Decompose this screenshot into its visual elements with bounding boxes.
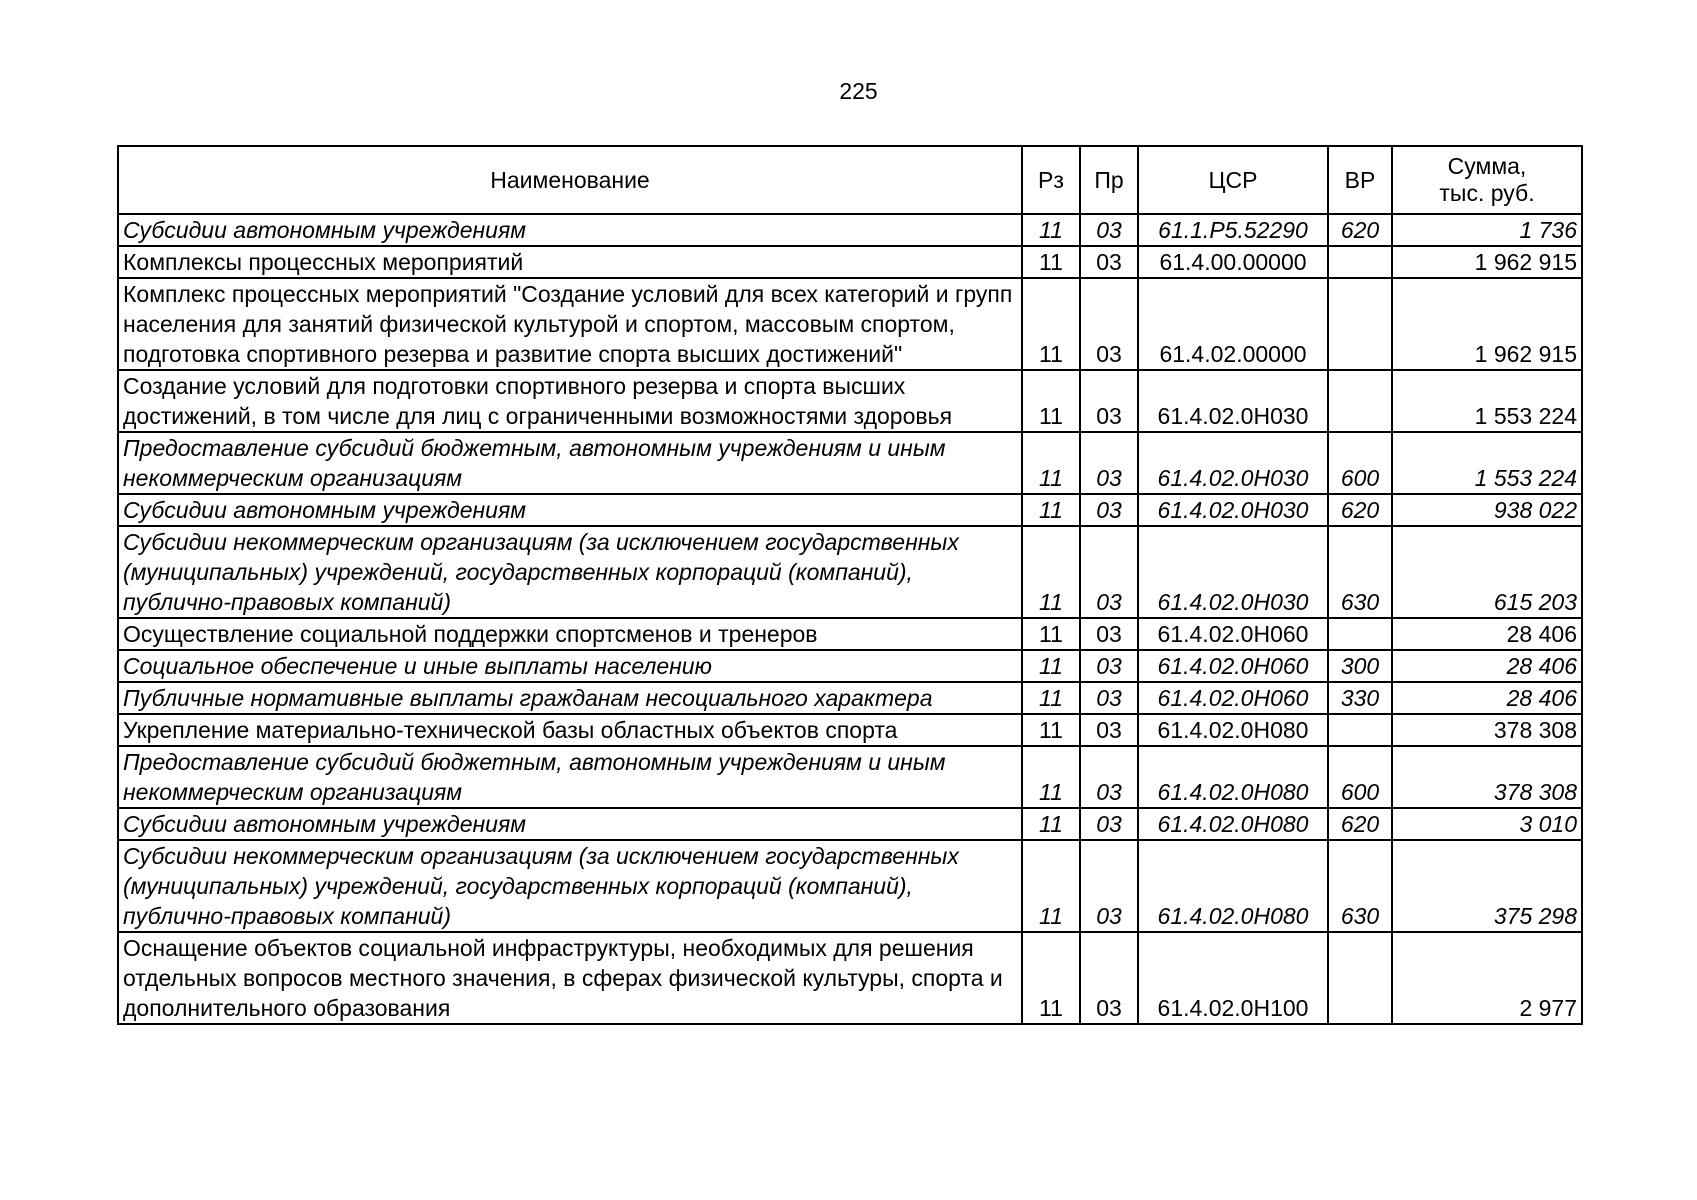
- cell-vr: [1328, 618, 1392, 650]
- cell-name: Социальное обеспечение и иные выплаты населению: [118, 650, 1022, 682]
- cell-vr: [1328, 278, 1392, 370]
- cell-csr: 61.4.02.0Н080: [1138, 808, 1328, 840]
- cell-name: Укрепление материально-технической базы областных объектов спорта: [118, 714, 1022, 746]
- cell-pr: 03: [1080, 526, 1138, 618]
- table-body: [118, 214, 1582, 1024]
- cell-name: Создание условий для подготовки спортивного резерва и спорта высших достижений, в том числе для лиц с ограниченными возможностями здоровья: [118, 370, 1022, 432]
- cell-csr: 61.4.00.00000: [1138, 246, 1328, 278]
- cell-pr: 03: [1080, 932, 1138, 1024]
- cell-name: Публичные нормативные выплаты гражданам несоциального характера: [118, 682, 1022, 714]
- cell-sum: 28 406: [1392, 618, 1582, 650]
- cell-name: Субсидии автономным учреждениям: [118, 214, 1022, 246]
- table-row: [118, 246, 1582, 278]
- cell-csr: 61.1.Р5.52290: [1138, 214, 1328, 246]
- cell-rz: 11: [1022, 278, 1080, 370]
- table-row: [118, 370, 1582, 432]
- table-row: [118, 714, 1582, 746]
- table-row: [118, 494, 1582, 526]
- cell-rz: 11: [1022, 932, 1080, 1024]
- cell-rz: 11: [1022, 808, 1080, 840]
- table-row: [118, 932, 1582, 1024]
- cell-csr: 61.4.02.0Н080: [1138, 840, 1328, 932]
- cell-vr: [1328, 714, 1392, 746]
- cell-vr: 620: [1328, 214, 1392, 246]
- table-row: [118, 526, 1582, 618]
- cell-csr: 61.4.02.0Н030: [1138, 526, 1328, 618]
- cell-csr: 61.4.02.0Н030: [1138, 370, 1328, 432]
- header-pr: Пр: [1080, 146, 1138, 214]
- cell-vr: 600: [1328, 746, 1392, 808]
- cell-sum: 1 553 224: [1392, 370, 1582, 432]
- cell-sum: 28 406: [1392, 650, 1582, 682]
- cell-pr: 03: [1080, 682, 1138, 714]
- budget-table: [117, 145, 1583, 1025]
- cell-name: Субсидии некоммерческим организациям (за исключением государственных (муниципальных) учреждений, государственных корпораций (компаний), публично-правовых компаний): [118, 526, 1022, 618]
- cell-sum: 615 203: [1392, 526, 1582, 618]
- cell-csr: 61.4.02.0Н080: [1138, 746, 1328, 808]
- cell-sum: 1 962 915: [1392, 278, 1582, 370]
- cell-pr: 03: [1080, 246, 1138, 278]
- cell-vr: 330: [1328, 682, 1392, 714]
- cell-name: Субсидии автономным учреждениям: [118, 808, 1022, 840]
- cell-sum: 378 308: [1392, 714, 1582, 746]
- cell-csr: 61.4.02.0Н060: [1138, 618, 1328, 650]
- cell-vr: 620: [1328, 494, 1392, 526]
- cell-sum: 375 298: [1392, 840, 1582, 932]
- cell-name: Предоставление субсидий бюджетным, автономным учреждениям и иным некоммерческим организациям: [118, 746, 1022, 808]
- cell-rz: 11: [1022, 370, 1080, 432]
- header-vr: ВР: [1328, 146, 1392, 214]
- cell-vr: 630: [1328, 840, 1392, 932]
- cell-csr: 61.4.02.0Н060: [1138, 650, 1328, 682]
- cell-sum: 28 406: [1392, 682, 1582, 714]
- cell-rz: 11: [1022, 618, 1080, 650]
- cell-sum: 938 022: [1392, 494, 1582, 526]
- cell-sum: 1 962 915: [1392, 246, 1582, 278]
- cell-rz: 11: [1022, 526, 1080, 618]
- cell-rz: 11: [1022, 650, 1080, 682]
- cell-name: Комплексы процессных мероприятий: [118, 246, 1022, 278]
- cell-sum: 1 553 224: [1392, 432, 1582, 494]
- cell-rz: 11: [1022, 246, 1080, 278]
- cell-rz: 11: [1022, 840, 1080, 932]
- cell-pr: 03: [1080, 840, 1138, 932]
- cell-vr: [1328, 370, 1392, 432]
- header-csr: ЦСР: [1138, 146, 1328, 214]
- table-row: [118, 278, 1582, 370]
- header-sum-line2: тыс. руб.: [1439, 180, 1535, 206]
- cell-name: Субсидии автономным учреждениям: [118, 494, 1022, 526]
- cell-sum: 1 736: [1392, 214, 1582, 246]
- cell-rz: 11: [1022, 432, 1080, 494]
- cell-sum: 2 977: [1392, 932, 1582, 1024]
- cell-vr: 630: [1328, 526, 1392, 618]
- cell-rz: 11: [1022, 682, 1080, 714]
- cell-vr: [1328, 246, 1392, 278]
- cell-csr: 61.4.02.0Н030: [1138, 432, 1328, 494]
- cell-name: Оснащение объектов социальной инфраструктуры, необходимых для решения отдельных вопросов местного значения, в сферах физической культуры, спорта и дополнительного образования: [118, 932, 1022, 1024]
- table-header-row: [118, 146, 1582, 214]
- cell-pr: 03: [1080, 432, 1138, 494]
- table-row: [118, 840, 1582, 932]
- cell-name: Предоставление субсидий бюджетным, автономным учреждениям и иным некоммерческим организациям: [118, 432, 1022, 494]
- cell-csr: 61.4.02.0Н080: [1138, 714, 1328, 746]
- cell-rz: 11: [1022, 214, 1080, 246]
- header-sum-line1: Сумма,: [1447, 153, 1527, 179]
- cell-pr: 03: [1080, 650, 1138, 682]
- cell-sum: 3 010: [1392, 808, 1582, 840]
- cell-pr: 03: [1080, 618, 1138, 650]
- table-row: [118, 432, 1582, 494]
- cell-pr: 03: [1080, 370, 1138, 432]
- cell-csr: 61.4.02.0Н100: [1138, 932, 1328, 1024]
- cell-rz: 11: [1022, 746, 1080, 808]
- table-row: [118, 808, 1582, 840]
- cell-csr: 61.4.02.0Н030: [1138, 494, 1328, 526]
- cell-sum: 378 308: [1392, 746, 1582, 808]
- header-rz: Рз: [1022, 146, 1080, 214]
- cell-rz: 11: [1022, 494, 1080, 526]
- page-number: 225: [839, 78, 878, 104]
- table-row: [118, 214, 1582, 246]
- cell-vr: 620: [1328, 808, 1392, 840]
- cell-vr: [1328, 932, 1392, 1024]
- cell-vr: 600: [1328, 432, 1392, 494]
- table-row: [118, 682, 1582, 714]
- cell-name: Осуществление социальной поддержки спортсменов и тренеров: [118, 618, 1022, 650]
- header-name: Наименование: [118, 146, 1022, 214]
- header-sum: [1392, 146, 1582, 214]
- cell-pr: 03: [1080, 746, 1138, 808]
- cell-pr: 03: [1080, 494, 1138, 526]
- cell-csr: 61.4.02.00000: [1138, 278, 1328, 370]
- table-row: [118, 650, 1582, 682]
- cell-rz: 11: [1022, 714, 1080, 746]
- cell-csr: 61.4.02.0Н060: [1138, 682, 1328, 714]
- cell-pr: 03: [1080, 808, 1138, 840]
- cell-pr: 03: [1080, 714, 1138, 746]
- cell-vr: 300: [1328, 650, 1392, 682]
- cell-name: Комплекс процессных мероприятий "Создание условий для всех категорий и групп населения для занятий физической культурой и спортом, массовым спортом, подготовка спортивного резерва и развитие спорта высших достижений": [118, 278, 1022, 370]
- cell-name: Субсидии некоммерческим организациям (за исключением государственных (муниципальных) учреждений, государственных корпораций (компаний), публично-правовых компаний): [118, 840, 1022, 932]
- table-row: [118, 746, 1582, 808]
- cell-pr: 03: [1080, 214, 1138, 246]
- table-row: [118, 618, 1582, 650]
- cell-pr: 03: [1080, 278, 1138, 370]
